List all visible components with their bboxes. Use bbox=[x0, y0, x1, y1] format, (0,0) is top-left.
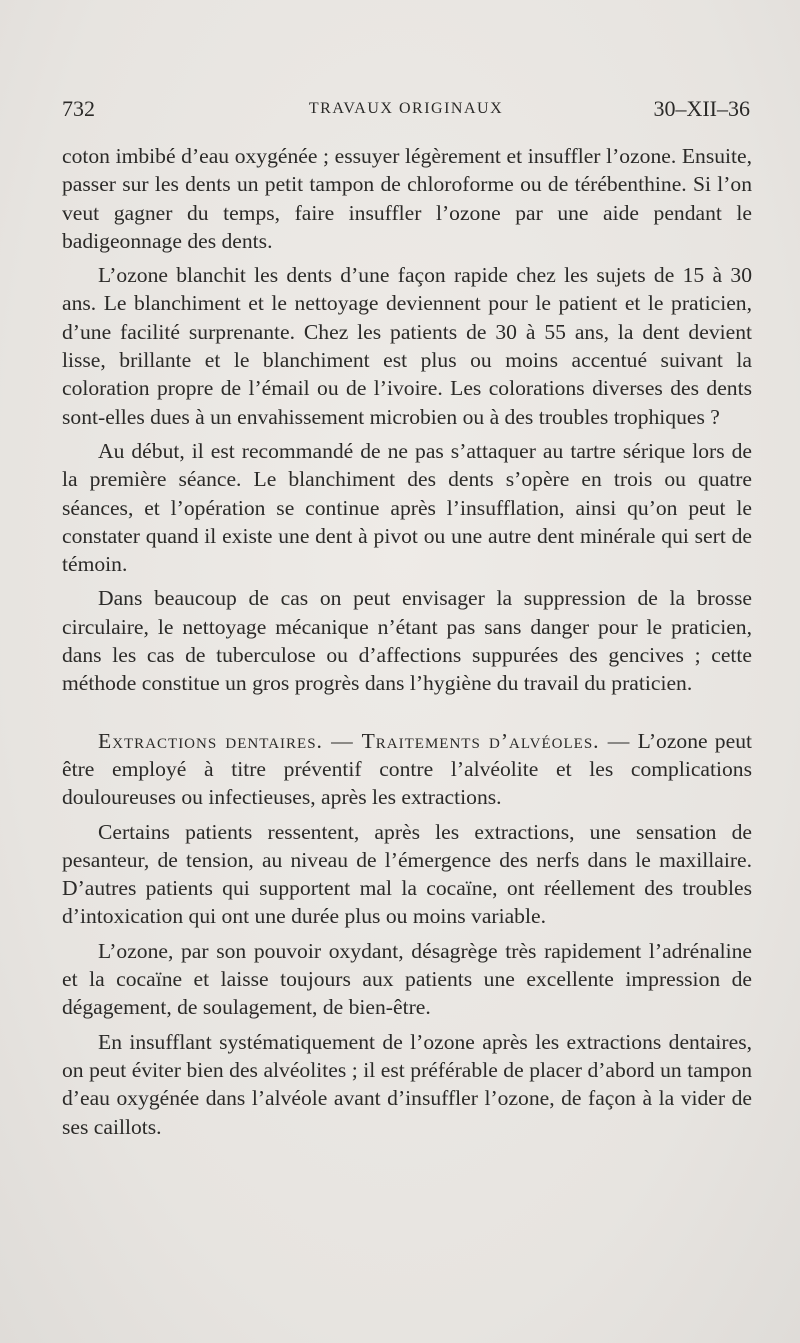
body-text bbox=[62, 142, 752, 1147]
paragraph: L’ozone, par son pouvoir oxydant, désagrège très rapidement l’adrénaline et la cocaïne et laisse toujours aux patients une excellente impression de dégagement, de soulagement, de bien-être. bbox=[62, 938, 752, 1020]
paragraph: Certains patients ressentent, après les extractions, une sensation de pesanteur, de tension, au niveau de l’émergence des nerfs dans le maxillaire. D’autres patients qui supportent mal la cocaïne, ont réellement des troubles d’intoxication qui ont une durée plus ou moins variable. bbox=[62, 819, 752, 929]
paragraph: Au début, il est recommandé de ne pas s’attaquer au tartre sérique lors de la première séance. Le blanchiment des dents s’opère en trois ou quatre séances, et l’opération se continue après l’insufflation, ainsi qu’on peut le constater quand il existe une dent à pivot ou une autre dent minérale qui sert de témoin. bbox=[62, 438, 752, 577]
paragraph: En insufflant systématiquement de l’ozone après les extractions dentaires, on peut éviter bien des alvéolites ; il est préférable de placer d’abord un tampon d’eau oxygénée dans l’alvéole avant d’insuffler l’ozone, de façon à la vider de ses caillots. bbox=[62, 1029, 752, 1139]
section-paragraph bbox=[62, 727, 752, 812]
running-title: TRAVAUX ORIGINAUX bbox=[308, 100, 504, 117]
section-lead-text: L’ozone peut être employé à titre préventif contre l’alvéolite et les complications douloureuses ou infectieuses, après les extractions. bbox=[62, 728, 752, 810]
paragraph: L’ozone blanchit les dents d’une façon rapide chez les sujets de 15 à 30 ans. Le blanchiment et le nettoyage deviennent pour le patient et le praticien, d’une facilité surprenante. Chez les patients de 30 à 55 ans, la dent devient lisse, brillante et le blanchiment est plus ou moins accentué suivant la coloration propre de l’émail ou de l’ivoire. Les colorations diverses des dents sont-elles dues à un envahissement microbien ou à des troubles trophiques ? bbox=[62, 263, 752, 429]
paragraph-continued: coton imbibé d’eau oxygénée ; essuyer légèrement et insuffler l’ozone. Ensuite, passer sur les dents un petit tampon de chloroforme ou de térébenthine. Si l’on veut gagner du temps, faire insuffler l’ozone par une aide pendant le badigeonnage des dents. bbox=[62, 144, 752, 253]
page-number: 732 bbox=[62, 96, 95, 121]
paragraph: Dans beaucoup de cas on peut envisager la suppression de la brosse circulaire, le nettoyage mécanique n’étant pas sans danger pour le praticien, dans les cas de tuberculose ou d’affections suppurées des gencives ; cette méthode constitue un gros progrès dans l’hygiène du travail du praticien. bbox=[62, 586, 752, 696]
issue-date: 30–XII–36 bbox=[653, 96, 750, 121]
running-head bbox=[62, 96, 750, 126]
section-heading: Extractions dentaires. — Traitements d’alvéoles. — bbox=[98, 728, 631, 753]
